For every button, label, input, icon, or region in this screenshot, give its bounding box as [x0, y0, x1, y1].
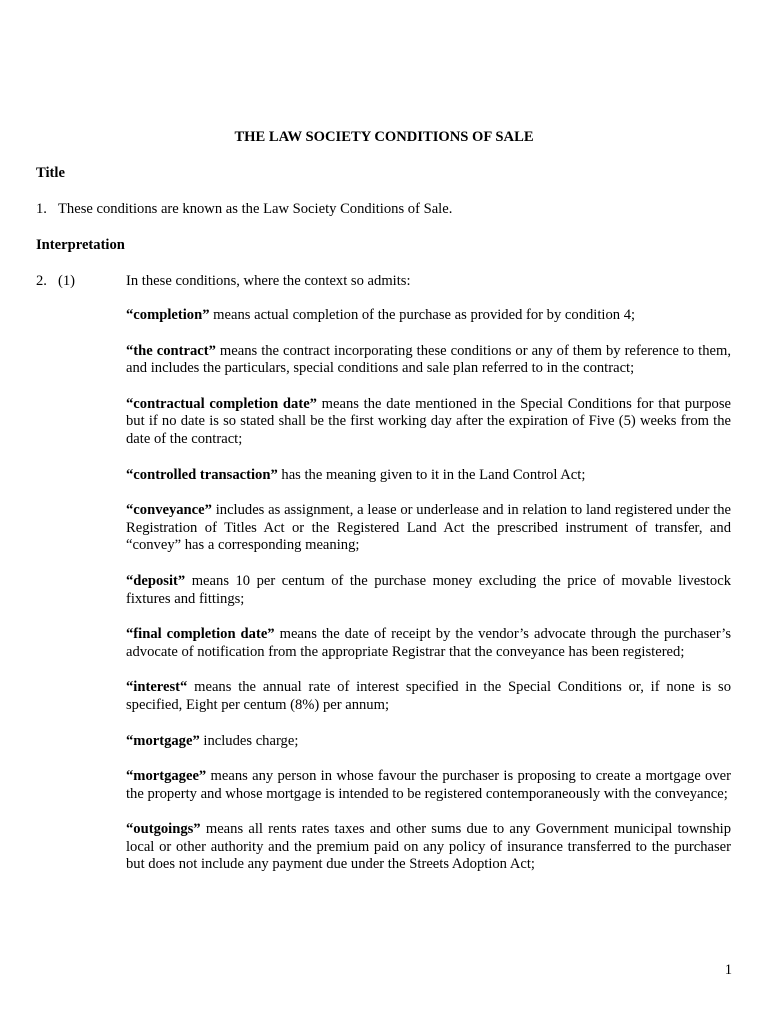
clause-2-intro: In these conditions, where the context so admits: — [126, 273, 411, 289]
definition-item — [126, 467, 731, 485]
definition-item — [126, 573, 731, 608]
definition-text: means the date mentioned in the Special Conditions for that purpose but if no date is so stated shall be the first working day after the expiration of Five (5) weeks from the date of the contract; — [126, 395, 731, 447]
definition-text: means all rents rates taxes and other sums due to any Government municipal township local or other authority and the premium paid on any policy of insurance transferred to the purchaser but does not include any payment due under the Streets Adoption Act; — [126, 821, 731, 873]
definition-item — [126, 733, 731, 751]
definition-term: “controlled transaction” — [126, 466, 278, 483]
document-title: THE LAW SOCIETY CONDITIONS OF SALE — [234, 129, 534, 145]
clause-2-number: 2. — [36, 273, 47, 289]
clause-1-number: 1. — [36, 201, 47, 217]
clause-1-text: These conditions are known as the Law Society Conditions of Sale. — [58, 201, 453, 217]
definition-term: “deposit” — [126, 572, 186, 589]
definition-term: “completion” — [126, 307, 210, 323]
definition-text: has the meaning given to it in the Land Control Act; — [277, 466, 586, 483]
definition-text: means actual completion of the purchase as provided for by condition 4; — [209, 307, 636, 323]
definition-item — [126, 626, 731, 661]
section-heading-title: Title — [36, 165, 65, 181]
definition-term: “conveyance” — [126, 502, 212, 519]
clause-2-subclause-number: (1) — [58, 273, 76, 289]
definition-item — [126, 396, 731, 449]
definition-item — [126, 343, 731, 378]
definition-item — [126, 502, 731, 555]
definition-term: “final completion date” — [126, 626, 275, 643]
definition-text: means any person in whose favour the purchaser is proposing to create a mortgage over the property and whose mortgage is intended to be registered contemporaneously with the conveyance; — [126, 768, 731, 802]
definition-text: means the date of receipt by the vendor’s advocate through the purchaser’s advocate of notification from the appropriate Registrar that the conveyance has been registered; — [126, 626, 731, 660]
definition-text: includes charge; — [199, 732, 299, 749]
page-number: 1 — [724, 962, 732, 978]
definition-term: “mortgagee” — [126, 768, 207, 785]
definition-item — [126, 679, 731, 714]
definition-term: “interest“ — [126, 679, 188, 696]
clause-1 — [36, 201, 736, 219]
definition-text: means the contract incorporating these conditions or any of them by reference to them, and includes the particulars, special conditions and sale plan referred to in the contract; — [126, 342, 732, 377]
definition-item — [126, 307, 731, 325]
definition-term: “mortgage” — [126, 732, 200, 749]
definition-text: means 10 per centum of the purchase money excluding the price of movable livestock fixtures and fittings; — [126, 572, 731, 607]
definition-term: “the contract” — [126, 342, 216, 359]
definition-term: “outgoings” — [126, 821, 201, 838]
definition-text: means the annual rate of interest specified in the Special Conditions or, if none is so specified, Eight per centum (8%) per annum; — [126, 679, 731, 713]
definition-item — [126, 768, 731, 803]
definition-item — [126, 821, 731, 874]
section-heading-interpretation: Interpretation — [36, 237, 125, 253]
definition-term: “contractual completion date” — [126, 395, 317, 412]
definition-text: includes as assignment, a lease or underlease and in relation to land registered under the Registration of Titles Act or the Registered Land Act the prescribed instrument of transfer, and “convey” has a corresponding meaning; — [126, 502, 731, 554]
definitions-list — [126, 307, 731, 892]
